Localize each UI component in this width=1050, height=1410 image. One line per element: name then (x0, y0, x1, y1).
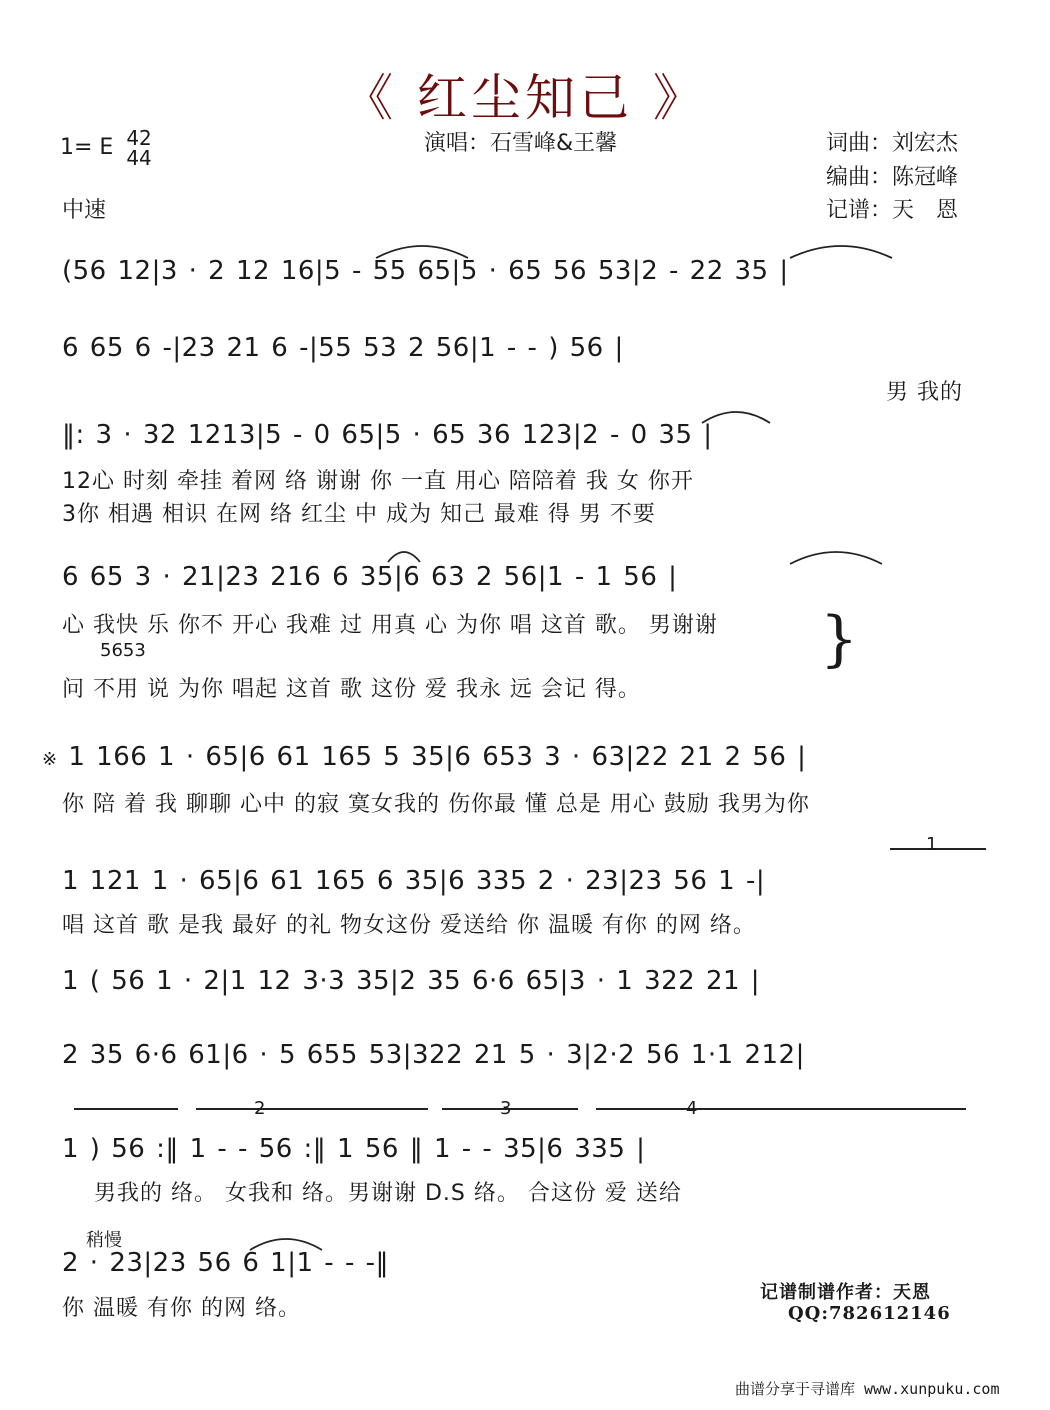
lyric-verse-1: 12心 时刻 牵挂 着网 络 谢谢 你 一直 用心 陪陪着 我 女 你开 (62, 469, 694, 494)
transcriber-signature: 记谱制谱作者：天恩 (760, 1282, 931, 1303)
time-signature (126, 128, 151, 168)
arranger-credit: 编曲：陈冠峰 (826, 165, 959, 190)
tempo-marking: 中速 (62, 198, 107, 223)
tempo-change: 稍慢 (86, 1230, 122, 1251)
tie-arc (246, 1232, 326, 1254)
source-footer: 曲谱分享于寻谱库 www.xunpuku.com (735, 1380, 1000, 1398)
slur-arc (698, 405, 774, 427)
lyric-line: 男 我的 (886, 380, 963, 405)
volta-bracket-2 (196, 1108, 428, 1110)
score-system-3: ‖: 3 · 32 1213|5 - 0 65|5 · 65 36 123|2 - 0 35 | (62, 420, 713, 450)
contact-qq: QQ:782612146 (788, 1303, 951, 1324)
score-system-9: 1 ) 56 :‖ 1 - - 56 :‖ 1 56 ‖ 1 - - 35|6 335 | (62, 1134, 646, 1164)
slur-arc (384, 544, 424, 566)
key-label: 1= E (60, 135, 114, 160)
singer-credit: 演唱：石雪峰&王馨 (424, 131, 618, 156)
grace-notes: 5653 (100, 640, 146, 661)
volta-number: 4 (686, 1098, 698, 1119)
volta-number: 2 (254, 1098, 266, 1119)
score-system-1: (56 12|3 · 2 12 16|5 - 55 65|5 · 65 56 53|2 - 22 35 | (62, 256, 789, 286)
tie-arc (786, 544, 886, 568)
score-system-8: 2 35 6·6 61|6 · 5 655 53|322 21 5 · 3|2·2 56 1·1 212| (62, 1040, 805, 1070)
score-notes: 1 166 1 · 65|6 61 165 5 35|6 653 3 · 63|22 21 2 56 | (68, 742, 807, 772)
lyric-line: 唱 这首 歌 是我 最好 的礼 物女这份 爱送给 你 温暖 有你 的网 络。 (62, 913, 756, 938)
lyric-verse-2: 问 不用 说 为你 唱起 这首 歌 这份 爱 我永 远 会记 得。 (62, 677, 641, 702)
score-system-5 (42, 742, 806, 772)
segno-sign: ※ (42, 749, 58, 770)
volta-bracket-1 (74, 1108, 178, 1110)
volta-number: 1 (926, 834, 938, 855)
lyric-line: 男我的 络。 女我和 络。男谢谢 D.S 络。 合这份 爱 送给 (94, 1181, 682, 1206)
score-system-2: 6 65 6 -|23 21 6 -|55 53 2 56|1 - - ) 56 | (62, 333, 624, 363)
transcriber-credit: 记谱：天 恩 (826, 198, 959, 223)
lyricist-credit: 词曲：刘宏杰 (826, 131, 959, 156)
lyric-verse-2: 3你 相遇 相识 在网 络 红尘 中 成为 知己 最难 得 男 不要 (62, 502, 656, 527)
tie-arc (786, 238, 896, 262)
score-system-7: 1 ( 56 1 · 2|1 12 3·3 35|2 35 6·6 65|3 · 1 322 21 | (62, 966, 761, 996)
time-sig-top: 42 (126, 126, 152, 150)
song-title: 《 红尘知己 》 (343, 69, 707, 127)
lyric-line: 你 温暖 有你 的网 络。 (62, 1296, 301, 1321)
volta-bracket (890, 848, 986, 850)
volta-number: 3 (500, 1098, 512, 1119)
key-signature (60, 128, 152, 168)
score-system-4: 6 65 3 · 21|23 216 6 35|6 63 2 56|1 - 1 56 | (62, 562, 678, 592)
lyric-verse-1: 心 我快 乐 你不 开心 我难 过 用真 心 为你 唱 这首 歌。 男谢谢 (62, 613, 718, 638)
time-sig-bottom: 44 (126, 146, 152, 170)
volta-bracket-4 (596, 1108, 966, 1110)
lyric-line: 你 陪 着 我 聊聊 心中 的寂 寞女我的 伤你最 懂 总是 用心 鼓励 我男为你 (62, 792, 810, 817)
tie-arc (372, 238, 472, 262)
score-system-6: 1 121 1 · 65|6 61 165 6 35|6 335 2 · 23|23 56 1 -| (62, 866, 766, 896)
score-system-10: 2 · 23|23 56 6 1|1 - - -‖ (62, 1248, 389, 1278)
brace: } (820, 604, 859, 674)
